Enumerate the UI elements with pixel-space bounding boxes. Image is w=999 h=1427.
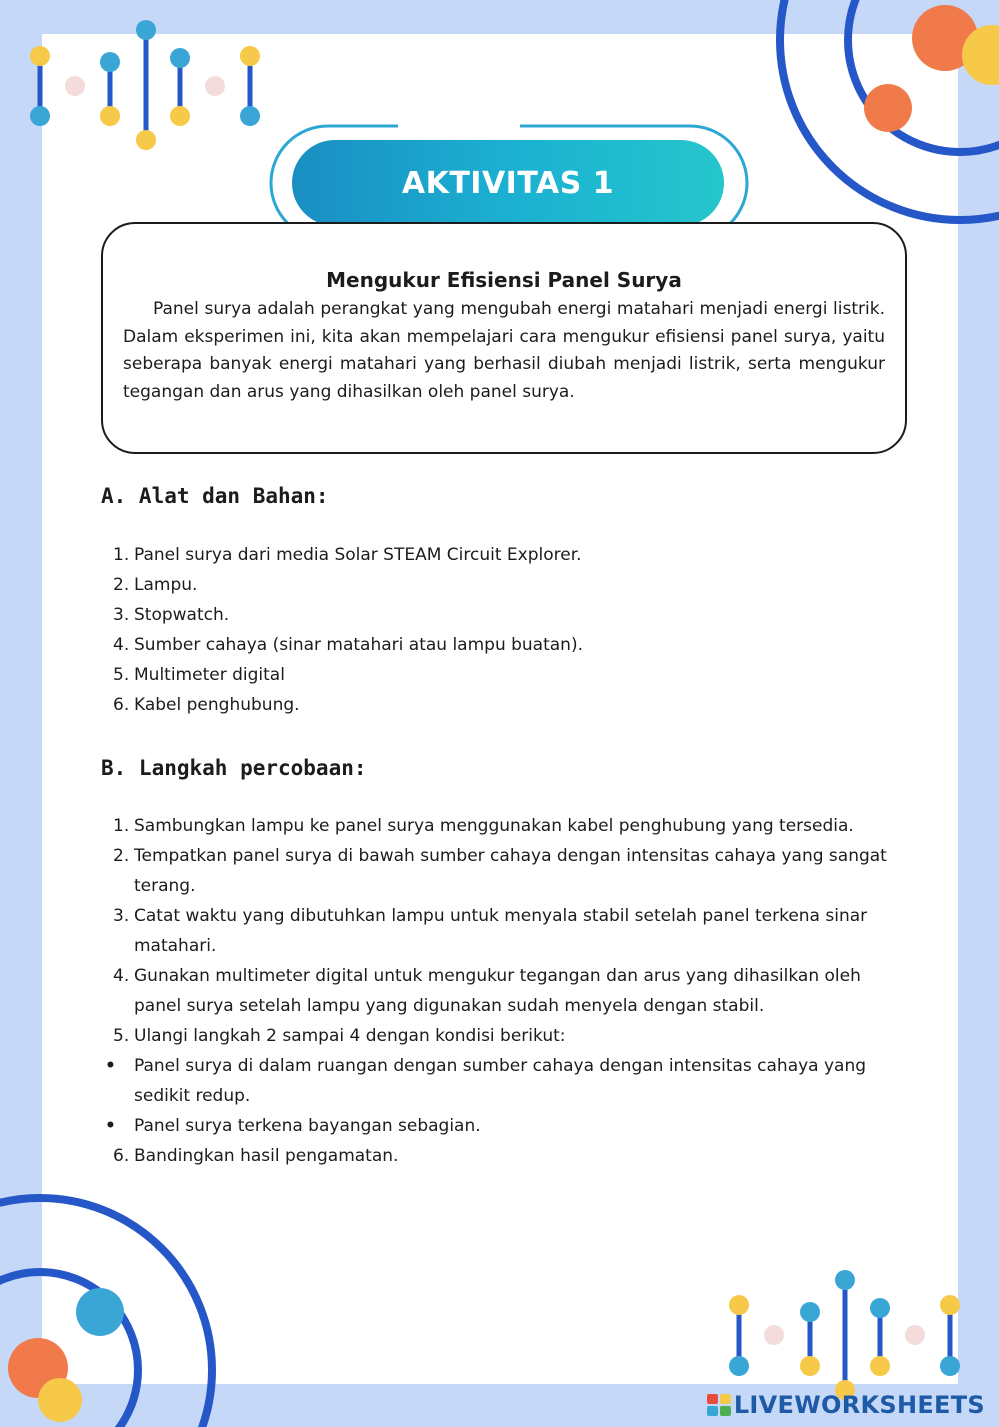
list-item: 5. Multimeter digital xyxy=(113,665,285,685)
section-a-heading: A. Alat dan Bahan: xyxy=(101,484,329,508)
intro-title: Mengukur Efisiensi Panel Surya xyxy=(326,268,682,292)
bullet-item: • Panel surya di dalam ruangan dengan sumber cahaya dengan intensitas cahaya yang sedikit redup. xyxy=(105,1051,903,1111)
bullet-icon: • xyxy=(105,1056,116,1076)
list-item: 4. Gunakan multimeter digital untuk mengukur tegangan dan arus yang dihasilkan oleh panel surya setelah lampu yang digunakan sudah menyela dengan stabil. xyxy=(113,966,861,1016)
brand-text: LIVEWORKSHEETS xyxy=(733,1391,985,1419)
activity-banner xyxy=(292,140,724,226)
liveworksheets-logo-icon xyxy=(706,1393,732,1417)
activity-title: AKTIVITAS 1 xyxy=(401,165,615,201)
intro-text: Panel surya adalah perangkat yang mengubah energi matahari menjadi energi listrik. Dalam eksperimen ini, kita akan mempelajari cara mengukur efisiensi panel surya, yaitu seberapa banyak energi matahari yang berhasil diubah menjadi listrik, serta mengukur tegangan dan arus yang dihasilkan oleh panel surya. xyxy=(123,299,885,402)
liveworksheets-brand[interactable] xyxy=(706,1391,985,1419)
list-item: 3. Stopwatch. xyxy=(113,605,230,625)
list-item: 4. Sumber cahaya (sinar matahari atau lampu buatan). xyxy=(113,635,583,655)
list-item: 5. Ulangi langkah 2 sampai 4 dengan kondisi berikut: xyxy=(113,1026,566,1046)
list-item: 3. Catat waktu yang dibutuhkan lampu untuk menyala stabil setelah panel terkena sinar matahari. xyxy=(113,906,868,956)
list-item: 6. Bandingkan hasil pengamatan. xyxy=(113,1146,399,1166)
intro-box xyxy=(101,222,907,454)
list-item: 2. Tempatkan panel surya di bawah sumber cahaya dengan intensitas cahaya yang sangat terang. xyxy=(113,846,887,896)
materials-list xyxy=(113,540,903,720)
list-item: 2. Lampu. xyxy=(113,575,198,595)
list-item: 6. Kabel penghubung. xyxy=(113,695,300,715)
section-b-heading: B. Langkah percobaan: xyxy=(101,756,367,780)
steps-list xyxy=(105,811,903,1171)
bullet-icon: • xyxy=(105,1116,116,1136)
list-item: 1. Panel surya dari media Solar STEAM Circuit Explorer. xyxy=(113,545,582,565)
list-item: 1. Sambungkan lampu ke panel surya menggunakan kabel penghubung yang tersedia. xyxy=(113,816,854,836)
bullet-item: • Panel surya terkena bayangan sebagian. xyxy=(105,1111,903,1141)
